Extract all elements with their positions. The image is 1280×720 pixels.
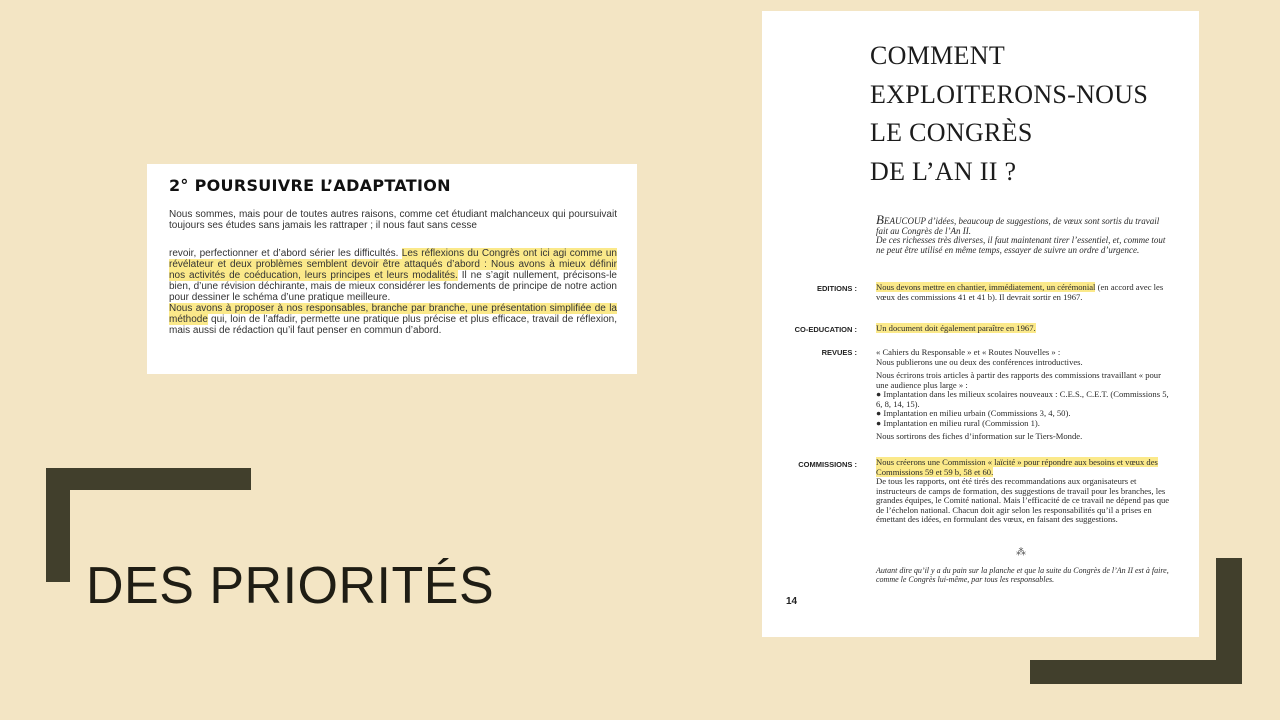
section-text: Nous publierons une ou deux des conférences introductives. (876, 356, 1083, 367)
bracket-right-bottom (1030, 660, 1242, 684)
excerpt-text: qui, loin de l’affadir, permette une pratique plus précise et plus efficace, travail de réflexion, mais aussi de rédaction qu’il faut penser en commun d’abord. (169, 314, 617, 336)
section-body-coeducation (876, 324, 1172, 334)
excerpt-paragraph-3 (169, 303, 617, 336)
bracket-left-side (46, 468, 70, 582)
bullet-item: ● Implantation en milieu urbain (Commissions 3, 4, 50). (876, 408, 1071, 418)
section-body-revues (876, 348, 1172, 442)
title-line: LE CONGRÈS (870, 118, 1033, 147)
highlighted-text: Nous devons mettre en chantier, immédiatement, un cérémonial (876, 282, 1096, 292)
excerpt-heading: 2° POURSUIVRE L’ADAPTATION (169, 176, 451, 195)
highlighted-text: Nous créerons une Commission « laïcité » pour répondre aux besoins et vœux des Commissions 59 et 59 b, 58 et 60. (876, 457, 1158, 477)
section-text: (en accord avec les vœux des commissions 41 et 41 b). Il devrait sortir en 1967. (876, 282, 1164, 302)
section-label-commissions: COMMISSIONS : (798, 460, 857, 469)
title-line: COMMENT (870, 41, 1005, 70)
excerpt-paragraph-1: Nous sommes, mais pour de toutes autres raisons, comme cet étudiant malchanceux qui poursuivait toujours ses études sans jamais les rattraper ; il nous faut sans cesse (169, 209, 617, 231)
section-text: De tous les rapports, ont été tirés des recommandations aux organisateurs et instructeurs de camps de formation, des suggestions de travail pour les branches, les grandes équipes, le Comité national. Mais l’efficacité de ce travail ne dépend pas que de l’échelon national. Chacun doit agir selon les responsabilités qu’il a prises en émettant des idées, en formulant des vœux, en faisant des suggestions. (876, 476, 1170, 524)
section-label-revues: REVUES : (821, 348, 857, 357)
closing-text: Autant dire qu’il y a du pain sur la planche et que la suite du Congrès de l’An II est à faire, comme le Congrès lui-même, par tous les responsables. (876, 566, 1169, 584)
section-text: Nous sortirons des fiches d’information sur le Tiers-Monde. (876, 431, 1083, 441)
section-label-coeducation: CO-EDUCATION : (794, 325, 857, 334)
highlighted-text: Nous avons à proposer à nos responsables, branche par branche, une présentation simplifiée de la méthode (169, 303, 617, 325)
excerpt-text: Il ne s’agit nullement, précisons-le bien, d’une révision déchirante, mais de mieux considérer les fondements de principe de notre action pour dessiner le schéma d’une pratique meilleure. (169, 270, 617, 303)
bullet-item: ● Implantation dans les milieux scolaires nouveaux : C.E.S., C.E.T. (Commissions 5, 6, 8, 14, 15). (876, 389, 1169, 409)
title-line: DE L’AN II ? (870, 156, 1017, 186)
section-body-editions (876, 283, 1172, 302)
intro-paragraph (876, 212, 1172, 255)
section-label-editions: EDITIONS : (816, 284, 857, 293)
bullet-item: ● Implantation en milieu rural (Commission 1). (876, 417, 1040, 428)
page-title (870, 37, 1148, 191)
excerpt-paragraph-2 (169, 248, 617, 303)
section-text: Nous écrirons trois articles à partir des rapports des commissions travaillant « pour une audience plus large » : (876, 370, 1161, 390)
ornament-icon: ⁂ (1016, 547, 1026, 558)
intro-text: De ces richesses très diverses, il faut maintenant tirer l’essentiel, et, comme tout ne peut être utilisé en même temps, essayer de suivre un ordre d’urgence. (876, 235, 1166, 255)
excerpt-image (147, 164, 637, 374)
dropcap: B (876, 212, 884, 227)
page-number: 14 (786, 596, 798, 607)
highlighted-text: Un document doit également paraître en 1967. (876, 323, 1036, 333)
title-line: EXPLOITERONS-NOUS (870, 79, 1149, 109)
slide-title: DES PRIORITÉS (86, 557, 495, 615)
bracket-left-top (46, 468, 251, 490)
document-page (762, 11, 1199, 637)
intro-text: EAUCOUP d’idées, beaucoup de suggestions, de vœux sont sortis du travail fait au Congrès de l’An II. (876, 216, 1160, 236)
section-body-commissions (876, 458, 1172, 525)
section-text: « Cahiers du Responsable » et « Routes Nouvelles » : (876, 347, 1061, 357)
highlighted-text: Les réflexions du Congrès ont ici agi comme un révélateur et deux problèmes semblent devoir être attaqués d’abord : Nous avons à mieux définir nos activités de coéducation, leurs principes et leurs modalités. (169, 248, 617, 281)
excerpt-text: revoir, perfectionner et d’abord sérier les difficultés. (169, 248, 402, 259)
